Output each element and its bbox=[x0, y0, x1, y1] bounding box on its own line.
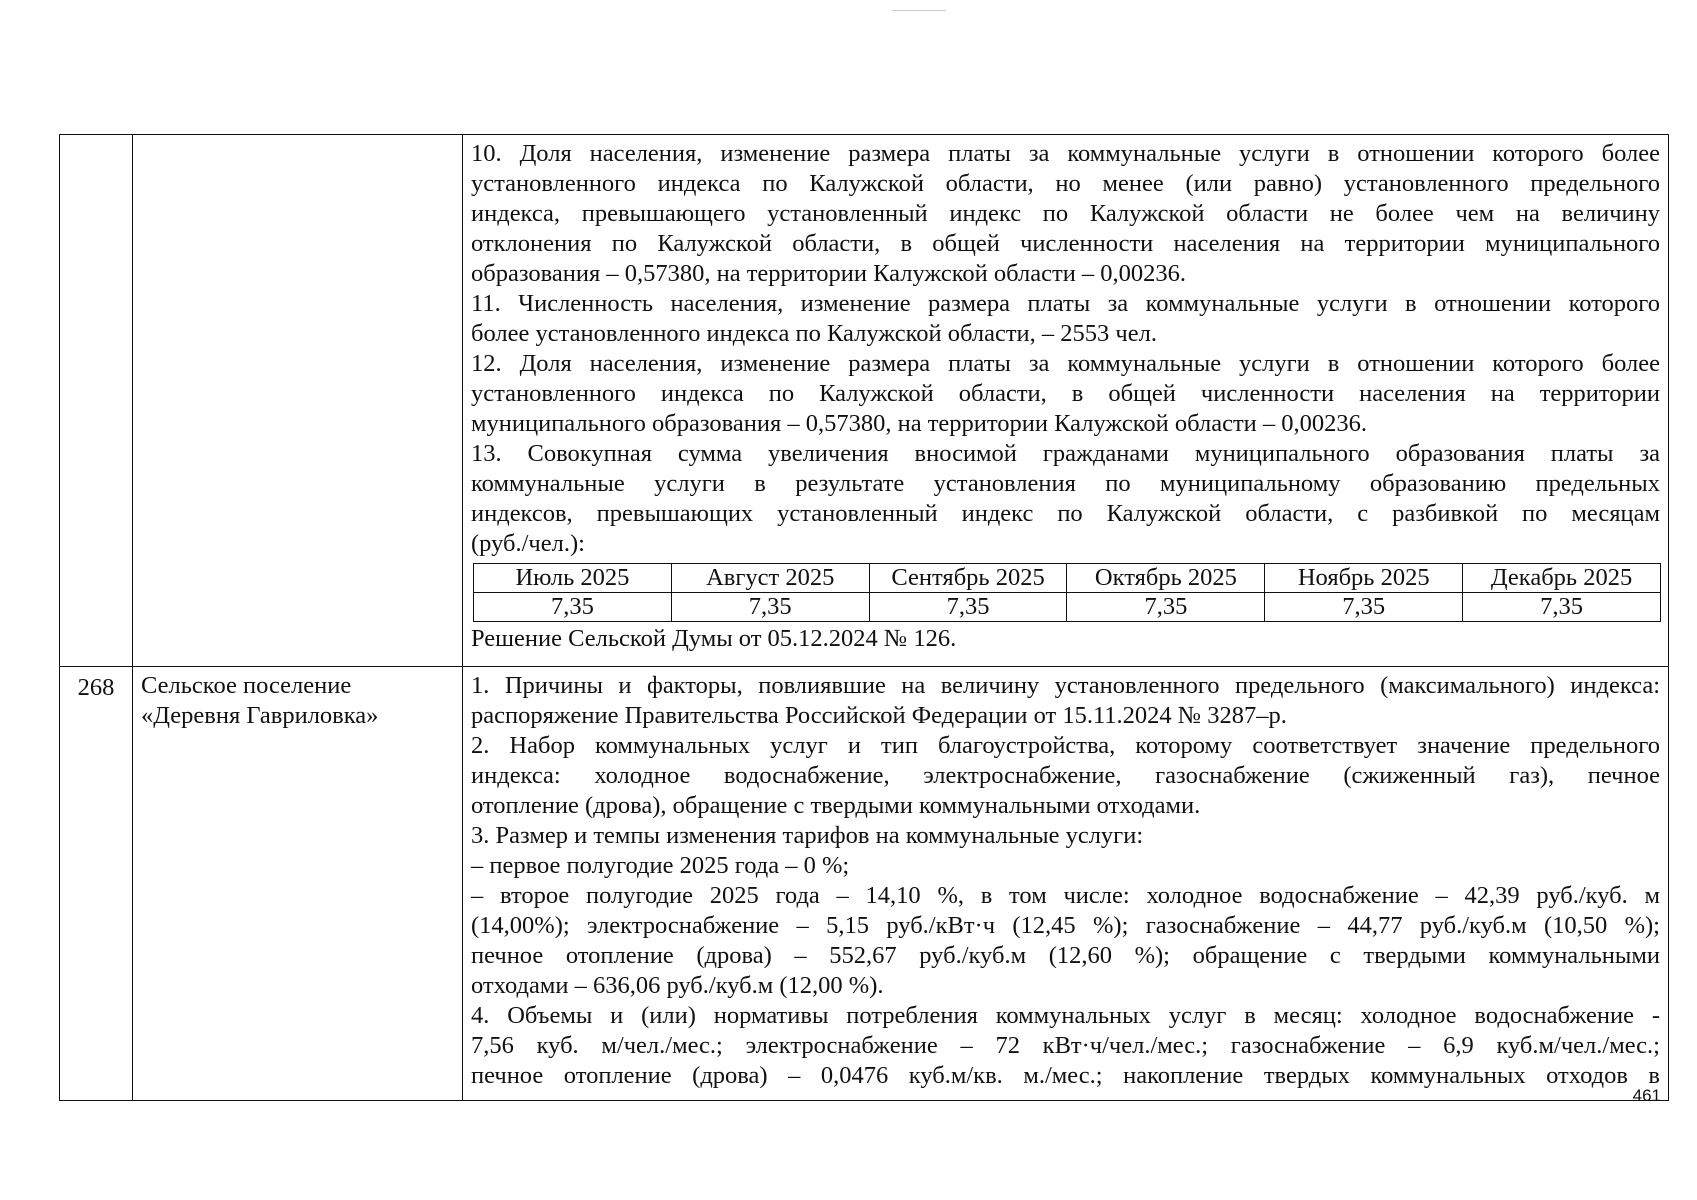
month-header: Ноябрь 2025 bbox=[1265, 564, 1463, 593]
text-line: – первое полугодие 2025 года – 0 %; bbox=[471, 852, 850, 879]
text-line: более установленного индекса по Калужской области, – 2553 чел. bbox=[471, 320, 1157, 347]
month-value: 7,35 bbox=[1067, 593, 1265, 622]
paragraph-1 bbox=[471, 671, 1660, 731]
text-line: – второе полугодие 2025 года – 14,10 %, в том числе: холодное водоснабжение – 42,39 руб./куб. м bbox=[471, 882, 1660, 909]
text-line: 4. Объемы и (или) нормативы потребления коммунальных услуг в месяц: холодное водоснабжение - bbox=[471, 1002, 1660, 1029]
text-line: установленного индекса по Калужской области, но менее (или равно) установленного предельного bbox=[471, 170, 1660, 197]
row-name-cell bbox=[133, 667, 463, 1101]
text-line: 13. Совокупная сумма увеличения вносимой гражданами муниципального образования платы за bbox=[471, 440, 1660, 467]
decision-reference bbox=[471, 624, 1660, 654]
month-value-row bbox=[474, 593, 1661, 622]
text-line: отопление (дрова), обращение с твердыми коммунальными отходами. bbox=[471, 792, 1201, 819]
month-header: Июль 2025 bbox=[474, 564, 672, 593]
text-line: 2. Набор коммунальных услуг и тип благоустройства, которому соответствует значение предельного bbox=[471, 732, 1660, 759]
table-row bbox=[60, 135, 1669, 667]
text-line: печное отопление (дрова) – 0,0476 куб.м/кв. м./мес.; накопление твердых коммунальных отходов в bbox=[471, 1062, 1660, 1089]
month-header: Август 2025 bbox=[671, 564, 869, 593]
table-row bbox=[60, 667, 1669, 1101]
text-line: отходами – 636,06 руб./куб.м (12,00 %). bbox=[471, 972, 884, 999]
text-line: образования – 0,57380, на территории Калужской области – 0,00236. bbox=[471, 260, 1187, 287]
paragraph-10 bbox=[471, 139, 1660, 289]
settlement-name-line: Сельское поселение bbox=[141, 672, 352, 699]
paragraph-11 bbox=[471, 289, 1660, 349]
row-name-cell bbox=[133, 135, 463, 667]
row-number-cell: 268 bbox=[60, 667, 133, 1101]
month-value: 7,35 bbox=[1265, 593, 1463, 622]
top-scan-mark bbox=[892, 10, 946, 11]
text-line: печное отопление (дрова) – 552,67 руб./куб.м (12,60 %); обращение с твердыми коммунальными bbox=[471, 942, 1660, 969]
row-content-cell bbox=[463, 135, 1669, 667]
text-line: индексов, превышающих установленный индекс по Калужской области, с разбивкой по месяцам bbox=[471, 500, 1660, 527]
month-value: 7,35 bbox=[1463, 593, 1661, 622]
page-number: 461 bbox=[1632, 1086, 1661, 1105]
text-line: 10. Доля населения, изменение размера платы за коммунальные услуги в отношении которого более bbox=[471, 140, 1660, 167]
paragraph-first-half bbox=[471, 851, 1660, 881]
month-value: 7,35 bbox=[671, 593, 869, 622]
month-header: Октябрь 2025 bbox=[1067, 564, 1265, 593]
text-line: муниципального образования – 0,57380, на территории Калужской области – 0,00236. bbox=[471, 410, 1368, 437]
text-line: (руб./чел.): bbox=[471, 530, 585, 557]
text-line: установленного индекса по Калужской области, в общей численности населения на территории bbox=[471, 380, 1660, 407]
row-number-cell bbox=[60, 135, 133, 667]
text-line: (14,00%); электроснабжение – 5,15 руб./кВт·ч (12,45 %); газоснабжение – 44,77 руб./куб.м (10,50 %); bbox=[471, 912, 1660, 939]
text-line: 12. Доля населения, изменение размера платы за коммунальные услуги в отношении которого более bbox=[471, 350, 1660, 377]
month-header: Сентябрь 2025 bbox=[869, 564, 1067, 593]
month-header: Декабрь 2025 bbox=[1463, 564, 1661, 593]
text-line: Решение Сельской Думы от 05.12.2024 № 126. bbox=[471, 625, 957, 652]
text-line: индекса, превышающего установленный индекс по Калужской области не более чем на величину bbox=[471, 200, 1660, 227]
text-line: 7,56 куб. м/чел./мес.; электроснабжение – 72 кВт·ч/чел./мес.; газоснабжение – 6,9 куб.м/чел./мес.; bbox=[471, 1032, 1660, 1059]
text-line: коммунальные услуги в результате установления по муниципальному образованию предельных bbox=[471, 470, 1660, 497]
text-line: распоряжение Правительства Российской Федерации от 15.11.2024 № 3287–р. bbox=[471, 702, 1287, 729]
text-line: отклонения по Калужской области, в общей численности населения на территории муниципального bbox=[471, 230, 1660, 257]
month-header-row bbox=[474, 564, 1661, 593]
month-value: 7,35 bbox=[869, 593, 1067, 622]
paragraph-13 bbox=[471, 439, 1660, 559]
paragraph-4 bbox=[471, 1001, 1660, 1091]
main-table bbox=[59, 134, 1669, 1101]
text-line: 3. Размер и темпы изменения тарифов на коммунальные услуги: bbox=[471, 822, 1144, 849]
paragraph-12 bbox=[471, 349, 1660, 439]
text-line: индекса: холодное водоснабжение, электроснабжение, газоснабжение (сжиженный газ), печное bbox=[471, 762, 1660, 789]
paragraph-3 bbox=[471, 821, 1660, 851]
text-line: 1. Причины и факторы, повлиявшие на величину установленного предельного (максимального) индекса: bbox=[471, 672, 1660, 699]
text-line: 11. Численность населения, изменение размера платы за коммунальные услуги в отношении которого bbox=[471, 290, 1660, 317]
paragraph-second-half bbox=[471, 881, 1660, 1001]
row-content-cell bbox=[463, 667, 1669, 1101]
month-value: 7,35 bbox=[474, 593, 672, 622]
monthly-increase-table bbox=[473, 563, 1661, 622]
paragraph-2 bbox=[471, 731, 1660, 821]
settlement-name-line: «Деревня Гавриловка» bbox=[141, 702, 379, 729]
